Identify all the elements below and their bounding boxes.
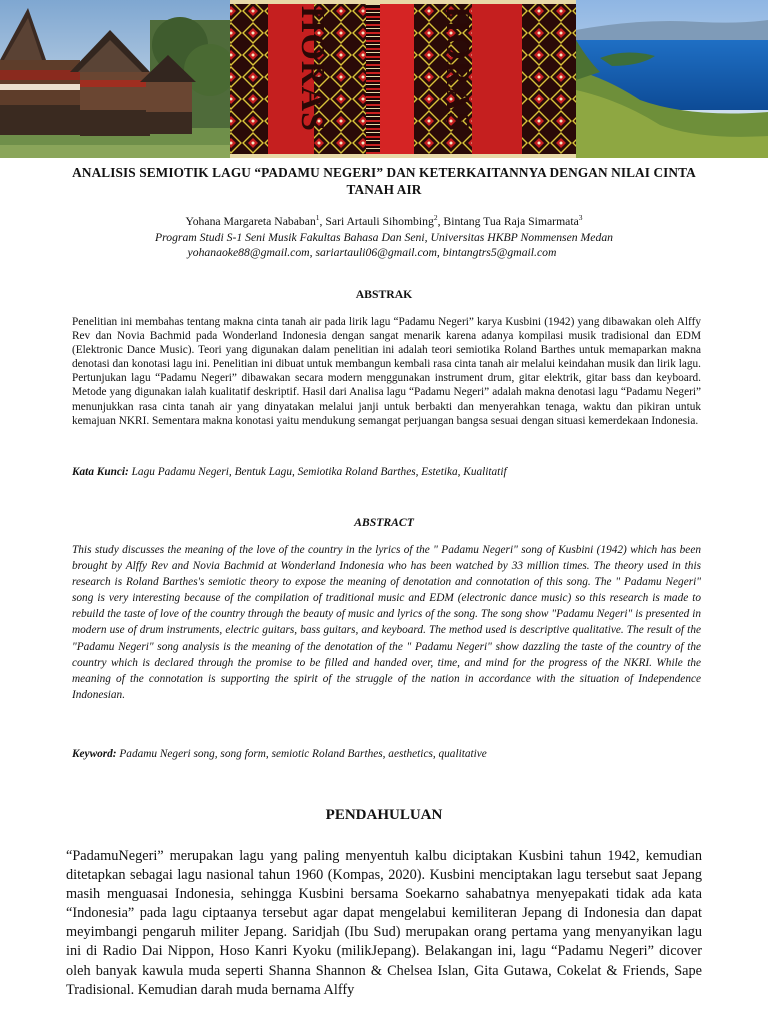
batak-houses-photo: [0, 0, 236, 158]
kata-kunci: [72, 465, 701, 479]
keywords-values: Padamu Negeri song, song form, semiotic Roland Barthes, aesthetics, qualitative: [119, 748, 487, 760]
banner-logo-text-right: HORAS: [439, 6, 476, 132]
author-name: Sari Artauli Sihombing: [325, 215, 434, 228]
author-affiliation-mark: 1: [315, 213, 320, 223]
abstrak-heading: ABSTRAK: [355, 288, 413, 301]
author-affiliation-mark: 2: [433, 213, 438, 223]
paper-title: ANALISIS SEMIOTIK LAGU “PADAMU NEGERI” DAN KETERKAITANNYA DENGAN NILAI CINTA TANAH AIR: [72, 165, 696, 197]
pendahuluan-heading: PENDAHULUAN: [325, 807, 443, 823]
kata-kunci-values: Lagu Padamu Negeri, Bentuk Lagu, Semiotika Roland Barthes, Estetika, Kualitatif: [131, 466, 507, 478]
header-banner: [0, 0, 768, 158]
keywords-label: Keyword:: [72, 748, 117, 760]
abstract-body: This study discusses the meaning of the love of the country in the lyrics of the " Padamu Negeri" song of Kusbini (1942) which has been brought by Alffy Rev and Novia Bachmid at Wonderland Indonesia who has been watched by 33 million times. The theory used in this research is Roland Barthes's semiotic theory to expose the meaning of denotation and connotation of this song. The " Padamu Negeri" song is very interesting because of the compilation of traditional music and EDM (electronic dance music) so this research is made to rebuild the taste of love of the country through the beauty of music and lyrics of the song. The song show "Padamu Negeri" is presented in modern use of drum instruments, electric guitars, bass guitars, and keyboard. The method used is descriptive qualitative. The result of the "Padamu Negeri" song analysis is the meaning of the denotation of the " Padamu Negeri" show dazzling the taste of the country of the country which is declared through the promise to be filled and handed over, time, and mind for the progress of the NKRI. While the meaning of the connotation is supporting the spirit of the struggle of the nation in accordance with the situation of Independence Indonesian.: [72, 544, 701, 701]
author-name: Yohana Margareta Nababan: [185, 215, 316, 228]
banner-logo-text-left: HORAS: [294, 6, 331, 132]
abstrak-body: Penelitian ini membahas tentang makna cinta tanah air pada lirik lagu “Padamu Negeri” karya Kusbini (1942) yang dibawakan oleh Alffy Rev dan Novia Bachmid pada Wonderland Indonesia dengan sangat menarik karena adanya kompilasi musik tradisional dan EDM (Elektronic Dance Music). Teori yang digunakan dalam penelitian ini adalah teori semiotika Roland Barthes untuk memaparkan makna denotasi dan konotasi lagu ini. Penelitian ini dibuat untuk membangun kembali rasa cinta tanah air melalui keindahan musik dan lirik lagu. Pertunjukan lagu “Padamu Negeri” dibawakan secara modern menggunakan instrument drum, gitar elektrik, gitar bass dan keyboard. Metode yang digunakan ialah kualitatif deskriptif. Hasil dari Analisa lagu “Padamu Negeri” adalah makna denotasi lagu “Padamu Negeri” menunjukkan rasa cinta tanah air yang dinyatakan melalui janji untuk berbakti dan menyerahkan tenaga, waktu dan pikiran untuk kemajuan NKRI. Sementara makna konotasi yaitu mendukung semangat perjuangan bangsa sesuai dengan situasi kemerdekaan Indonesia.: [72, 316, 701, 427]
pendahuluan-body: “PadamuNegeri” merupakan lagu yang paling menyentuh kalbu diciptakan Kusbini tahun 1942, kemudian ditetapkan sebagai lagu nasional tahun 1960 (Kompas, 2020). Kusbini menciptakan lagu tersebut saat Jepang masih menguasai Indonesia, sehingga Kusbini bersama Soekarno sahabatnya menyepakati tidak ada kata “Indonesia” pada lagu ciptaanya tersebut agar dapat mengelabui kemiliteran Jepang di Indonesia dan dapat meyimbangi pengaruh militer Jepang. Saridjah (Ibu Sud) merupakan orang pertama yang menyanyikan lagu ini di Radio Dai Nippon, Hoso Kanri Kyoku (milikJepang). Belakangan ini, lagu “Padamu Negeri” dicover oleh banyak kawula muda seperti Shanna Shannon & Chelsea Islan, Gita Gutawa, Cokelat & Friends, Sape Tradisional. Kemudian darah muda bernama Alffy: [66, 848, 702, 998]
author-list: Yohana Margareta Nababan$^1$, Sari Artauli Sihombing$^2$, Bintang Tua Raja Simarmata$^3$: [185, 213, 583, 228]
author-affiliation-mark: 3: [578, 213, 583, 223]
keywords: [72, 747, 701, 761]
author-name: Bintang Tua Raja Simarmata: [443, 215, 579, 228]
author-affiliation: Program Studi S-1 Seni Musik Fakultas Bahasa Dan Seni, Universitas HKBP Nommensen Medan: [154, 231, 614, 244]
banner-illustration: [0, 0, 768, 158]
kata-kunci-label: Kata Kunci:: [72, 466, 129, 478]
abstract-heading: ABSTRACT: [354, 516, 414, 529]
lake-toba-photo: [576, 0, 768, 158]
author-emails: yohanaoke88@gmail.com, sariartauli06@gmail.com, bintangtrs5@gmail.com: [187, 246, 557, 259]
ulos-textile: [230, 0, 576, 158]
